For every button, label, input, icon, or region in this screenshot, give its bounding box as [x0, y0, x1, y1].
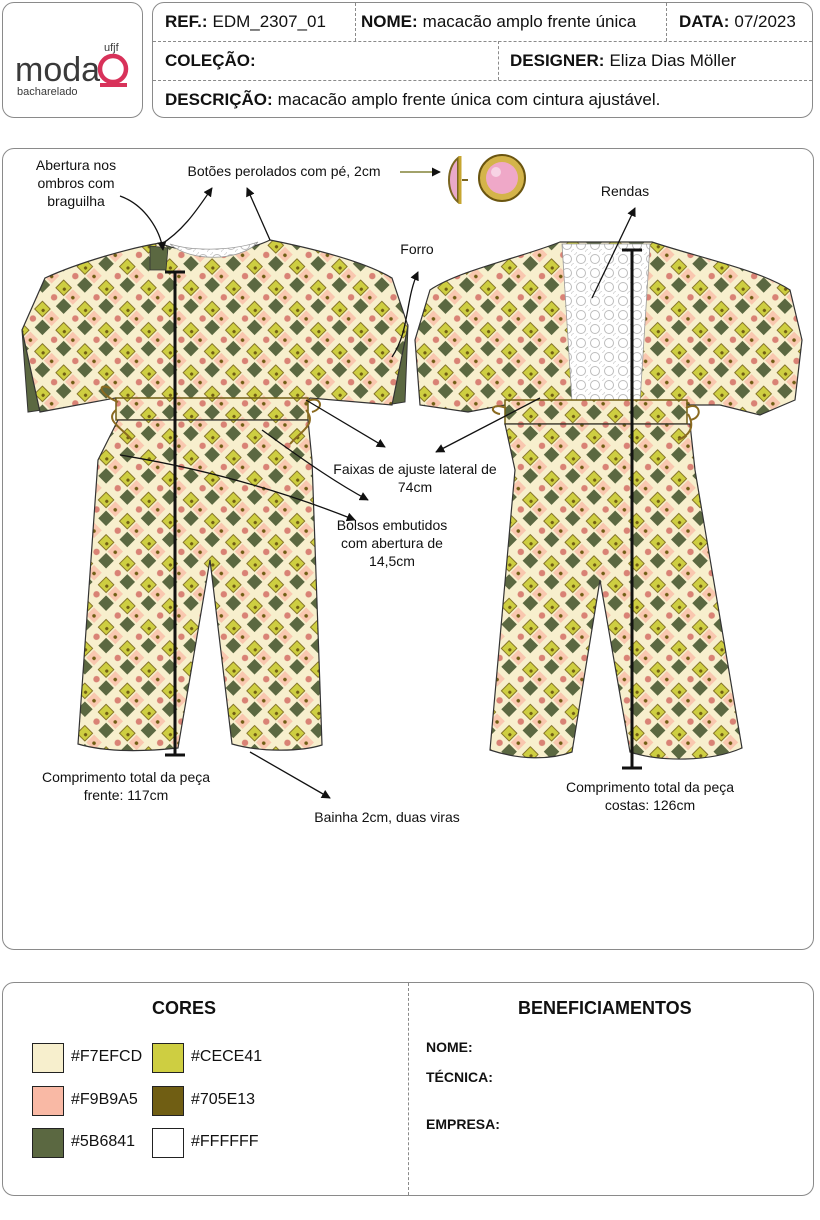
descricao-value: macacão amplo frente única com cintura ajustável. [277, 90, 661, 109]
label-abertura: Abertura nos ombros com braguilha [35, 157, 117, 209]
label-botoes: Botões perolados com pé, 2cm [187, 163, 381, 179]
ben-nome-label: NOME: [426, 1039, 473, 1055]
front-view [22, 240, 408, 755]
bottom-panel [2, 982, 814, 1196]
front-pants [78, 420, 322, 751]
cores-title: CORES [152, 998, 217, 1018]
data-label: DATA: [679, 12, 730, 31]
label-comprimento-frente: Comprimento total da peça frente: 117cm [41, 769, 211, 803]
back-tie-left [493, 406, 506, 414]
back-pants [490, 424, 742, 759]
logo-subtitle: bacharelado [17, 86, 78, 98]
color-swatch-label: #CECE41 [191, 1048, 263, 1065]
color-swatch-label: #FFFFFF [191, 1133, 259, 1150]
logo-university: ufjf [104, 42, 119, 54]
back-view [415, 242, 802, 768]
ref-value: EDM_2307_01 [212, 12, 326, 31]
colecao-label: COLEÇÃO: [165, 51, 256, 70]
color-swatch-label: #F9B9A5 [71, 1091, 138, 1108]
color-swatch [152, 1043, 184, 1073]
label-rendas: Rendas [600, 183, 650, 199]
front-waistband [116, 398, 308, 420]
arrow-botoes-right [247, 188, 270, 240]
ben-empresa-label: EMPRESA: [426, 1116, 500, 1132]
descricao-label: DESCRIÇÃO: [165, 90, 273, 109]
arrow-faixas-front [306, 400, 385, 447]
ref-label: REF.: [165, 12, 208, 31]
beneficiamentos-title: BENEFICIAMENTOS [518, 998, 692, 1018]
designer-label: DESIGNER: [510, 51, 605, 70]
front-bodice [22, 240, 408, 412]
color-swatch [32, 1086, 64, 1116]
ben-tecnica-label: TÉCNICA: [426, 1069, 493, 1085]
nome-label: NOME: [361, 12, 418, 31]
color-swatch [152, 1086, 184, 1116]
color-swatch [152, 1128, 184, 1158]
color-swatch-label: #5B6841 [71, 1133, 136, 1150]
arrow-bainha [250, 752, 330, 798]
label-forro: Forro [400, 241, 434, 257]
back-waistband [505, 400, 687, 424]
color-swatch-label: #705E13 [191, 1091, 256, 1108]
nome-value: macacão amplo frente única [422, 12, 637, 31]
color-swatch [32, 1043, 64, 1073]
label-faixas: Faixas de ajuste lateral de 74cm [333, 461, 497, 495]
front-placket [150, 246, 168, 270]
data-value: 07/2023 [734, 12, 796, 31]
label-comprimento-costas: Comprimento total da peça costas: 126cm [565, 779, 735, 813]
arrow-botoes-left [160, 188, 212, 245]
bottom-divider [408, 983, 409, 1195]
pearl-button-icon [449, 155, 525, 204]
designer-value: Eliza Dias Möller [609, 51, 737, 70]
label-bolsos: Bolsos embutidos com abertura de 14,5cm [336, 517, 448, 569]
label-bainha: Bainha 2cm, duas viras [314, 809, 460, 825]
color-swatch-label: #F7EFCD [71, 1048, 143, 1065]
color-swatch [32, 1128, 64, 1158]
logo-word: moda [15, 51, 101, 89]
